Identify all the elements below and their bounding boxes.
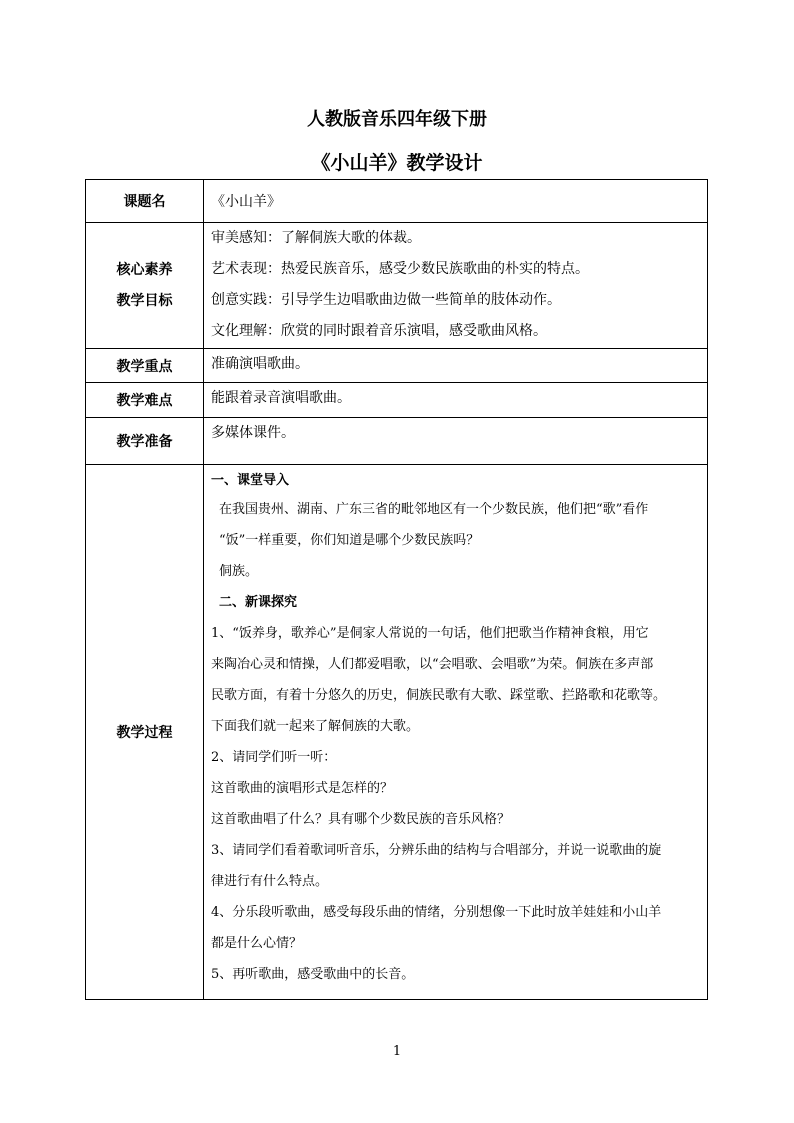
- key-point-label: 教学重点: [86, 349, 204, 383]
- process-label: 教学过程: [86, 465, 204, 1000]
- table-row-topic: [86, 180, 708, 223]
- goal-expression: 艺术表现：热爱民族音乐，感受少数民族歌曲的朴实的特点。: [211, 261, 589, 277]
- lesson-plan-table: [85, 179, 708, 1000]
- core-goals-value: [204, 223, 708, 349]
- section2-line: 2、请同学们听一听：: [211, 750, 337, 765]
- goal-practice: 创意实践：引导学生边唱歌曲边做一些简单的肢体动作。: [211, 292, 561, 308]
- page-number: 1: [392, 1044, 402, 1059]
- goal-aesthetic: 审美感知：了解侗族大歌的体裁。: [211, 230, 421, 246]
- table-row-difficulty: [86, 383, 708, 418]
- difficulty-value: [204, 383, 708, 418]
- key-point-text: 准确演唱歌曲。: [211, 356, 309, 372]
- document-subtitle: 《小山羊》教学设计: [311, 152, 483, 174]
- section2-heading: 二、新课探究: [219, 595, 298, 610]
- document-title: 人教版音乐四年级下册: [307, 109, 487, 130]
- section2-line: 下面我们就一起来了解侗族的大歌。: [211, 719, 420, 734]
- process-value: [204, 465, 708, 1000]
- section2-line: 民歌方面，有着十分悠久的历史，侗族民歌有大歌、踩堂歌、拦路歌和花歌等。: [211, 688, 667, 703]
- difficulty-text: 能跟着录音演唱歌曲。: [211, 390, 351, 406]
- preparation-value: [204, 418, 708, 465]
- section2-line: 都是什么心情？: [211, 936, 303, 951]
- core-goals-label: [86, 223, 204, 349]
- table-row-process: [86, 465, 708, 1000]
- table-row-core-goals: [86, 223, 708, 349]
- topic-label: 课题名: [86, 180, 204, 223]
- difficulty-label: 教学难点: [86, 383, 204, 418]
- core-goals-label-line1: 核心素养: [116, 261, 173, 278]
- section2-line: 这首歌曲唱了什么？具有哪个少数民族的音乐风格？: [211, 812, 511, 827]
- section1-heading: 一、课堂导入: [211, 473, 290, 488]
- section2-line: 5、再听歌曲，感受歌曲中的长音。: [211, 967, 415, 982]
- section2-line: 3、请同学们看着歌词听音乐，分辨乐曲的结构与合唱部分，并说一说歌曲的旋: [211, 843, 662, 858]
- topic-value: 《小山羊》: [204, 180, 708, 223]
- table-row-preparation: [86, 418, 708, 465]
- section2-line: 4、分乐段听歌曲，感受每段乐曲的情绪，分别想像一下此时放羊娃娃和小山羊: [211, 905, 662, 920]
- preparation-text: 多媒体课件。: [211, 425, 295, 441]
- section2-line: 1、“饭养身，歌养心”是侗家人常说的一句话，他们把歌当作精神食粮，用它: [211, 626, 649, 641]
- preparation-label: 教学准备: [86, 418, 204, 465]
- section1-line: 侗族。: [219, 564, 259, 579]
- key-point-value: [204, 349, 708, 383]
- goal-culture: 文化理解：欣赏的同时跟着音乐演唱，感受歌曲风格。: [211, 323, 547, 339]
- section1-line: 在我国贵州、湖南、广东三省的毗邻地区有一个少数民族，他们把“歌”看作: [219, 502, 649, 517]
- table-row-key-point: [86, 349, 708, 383]
- section1-line: “饭”一样重要，你们知道是哪个少数民族吗？: [219, 533, 480, 548]
- process-content: [211, 465, 703, 990]
- section2-line: 这首歌曲的演唱形式是怎样的？: [211, 781, 394, 796]
- section2-line: 律进行有什么特点。: [211, 874, 329, 889]
- core-goals-label-line2: 教学目标: [116, 292, 173, 309]
- section2-line: 来陶冶心灵和情操，人们都爱唱歌，以“会唱歌、会唱歌”为荣。侗族在多声部: [211, 657, 654, 672]
